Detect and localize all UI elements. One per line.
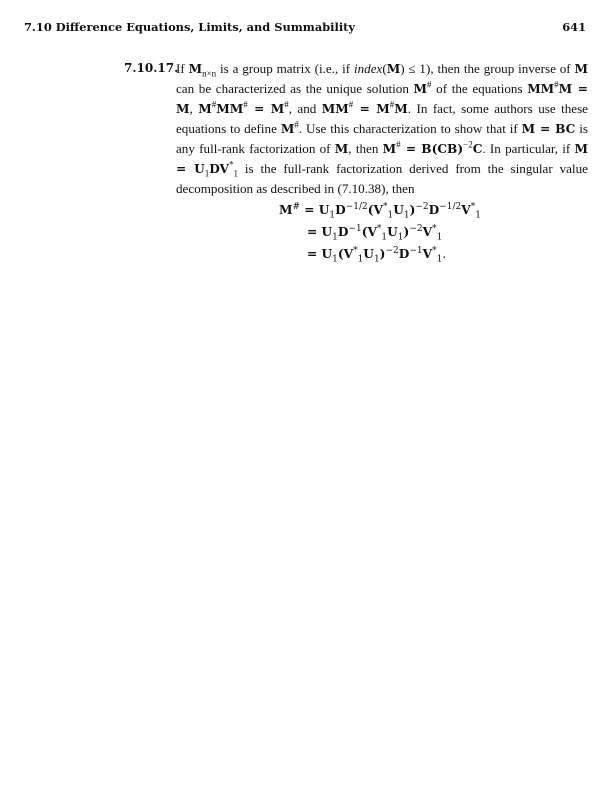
text-run: D — [335, 203, 346, 217]
text-run: of the equations — [431, 81, 528, 96]
text-run: # — [243, 99, 248, 110]
text-run: M — [386, 62, 401, 76]
text-run: M = BC — [521, 122, 576, 136]
text-run: . Use this characterization to show that if — [298, 121, 522, 136]
text-run: D — [428, 203, 440, 217]
text-run: MM — [527, 82, 555, 96]
text-run: index — [353, 61, 383, 76]
text-run: = B(CB) — [400, 142, 464, 156]
page-number: 641 — [562, 20, 586, 34]
text-run: can be characterized as the unique solution — [176, 81, 414, 96]
text-run: M — [574, 62, 588, 76]
text-run: # — [284, 99, 289, 110]
text-run: * — [382, 201, 388, 212]
text-run: = U — [307, 225, 333, 239]
text-run: is a group matrix (i.e., if — [216, 61, 354, 76]
text-run: = U — [307, 247, 333, 261]
equation-block — [279, 199, 599, 265]
text-run: ) — [409, 203, 416, 217]
equation-line — [279, 199, 599, 221]
text-run: n×n — [202, 68, 217, 79]
exercise-text — [176, 59, 588, 198]
text-run: −2 — [415, 201, 429, 212]
text-run: # — [389, 99, 395, 110]
text-run: . — [442, 246, 447, 261]
text-run: MM — [216, 102, 244, 116]
text-run: . In fact, some authors use these equations to define — [176, 101, 588, 136]
text-run: 1 — [397, 232, 404, 243]
text-run: −1/2 — [345, 201, 368, 212]
section-title: 7.10 Difference Equations, Limits, and Summability — [24, 20, 356, 34]
text-run: * — [432, 223, 437, 234]
text-run: 1 — [357, 254, 364, 265]
text-run: , — [189, 101, 199, 116]
text-run: C — [472, 142, 483, 156]
equation-line — [279, 243, 599, 265]
text-run: 1 — [233, 168, 239, 179]
text-run: V — [461, 203, 471, 217]
text-run: D — [337, 225, 349, 239]
text-run: = M — [353, 102, 390, 116]
text-run: M — [413, 82, 428, 96]
text-run: # — [348, 99, 354, 110]
text-run: is the full-rank factorization derived from the singular value decomposition as described in (7.10.38), then — [176, 161, 588, 196]
text-run: * — [470, 201, 476, 212]
text-run: * — [432, 245, 437, 256]
text-run: ( — [382, 61, 387, 76]
text-run: M — [198, 102, 212, 116]
text-run: −1 — [348, 223, 362, 234]
text-run: 1 — [204, 168, 210, 179]
running-header — [24, 20, 586, 38]
text-run: −2 — [409, 223, 423, 234]
text-run: 1 — [436, 232, 443, 243]
text-run: U — [387, 225, 398, 239]
text-run: ) — [379, 247, 386, 261]
text-run: If — [176, 61, 189, 76]
text-run: (V — [337, 247, 354, 261]
text-run: (V — [367, 203, 383, 217]
text-run: M — [279, 203, 293, 217]
text-run: 1 — [475, 210, 481, 221]
text-run: −2 — [385, 245, 399, 256]
text-run: M = M — [176, 82, 588, 116]
text-run: * — [229, 159, 234, 170]
text-run: * — [376, 223, 382, 234]
text-run: M — [188, 62, 203, 76]
text-run: ) — [403, 225, 410, 239]
text-run: U — [363, 247, 374, 261]
text-run: ) ≤ 1), then the group inverse of — [400, 61, 575, 76]
text-run: # — [211, 99, 217, 110]
text-run: V — [422, 225, 433, 239]
text-run: is any full-rank factorization of — [176, 121, 588, 156]
text-run: −1 — [409, 245, 423, 256]
text-run: M = U — [176, 142, 589, 176]
exercise-7-10-17 — [124, 59, 588, 198]
text-run: 1 — [373, 254, 380, 265]
text-run: * — [353, 245, 358, 256]
text-run: 1 — [329, 210, 336, 221]
text-run: M — [280, 122, 295, 136]
text-run: , then — [348, 141, 383, 156]
text-run: DV — [209, 162, 230, 176]
text-run: 1 — [436, 254, 443, 265]
text-run: D — [398, 247, 410, 261]
text-run: U — [393, 203, 404, 217]
text-run: , and — [288, 101, 322, 116]
text-run: −1/2 — [439, 201, 462, 212]
exercise-number: 7.10.17. — [124, 61, 179, 75]
text-run: −2 — [463, 139, 473, 150]
text-run: # — [292, 201, 301, 212]
text-run: MM — [321, 102, 349, 116]
text-run: 1 — [332, 254, 338, 265]
text-run: # — [554, 79, 559, 90]
text-run: # — [396, 139, 401, 150]
equation-line — [279, 221, 599, 243]
text-run: 1 — [403, 210, 410, 221]
text-run: 1 — [332, 232, 338, 243]
text-run: M — [334, 142, 349, 156]
text-run: (V — [361, 225, 377, 239]
text-run: M — [394, 102, 408, 116]
text-run: M — [382, 142, 397, 156]
text-run: 1 — [387, 210, 394, 221]
text-run: = M — [247, 102, 285, 116]
text-run: = U — [300, 203, 330, 217]
text-run: V — [422, 247, 433, 261]
text-run: 1 — [381, 232, 388, 243]
text-run: . In particular, if — [482, 141, 575, 156]
text-run: # — [427, 79, 432, 90]
text-run: # — [294, 119, 299, 130]
